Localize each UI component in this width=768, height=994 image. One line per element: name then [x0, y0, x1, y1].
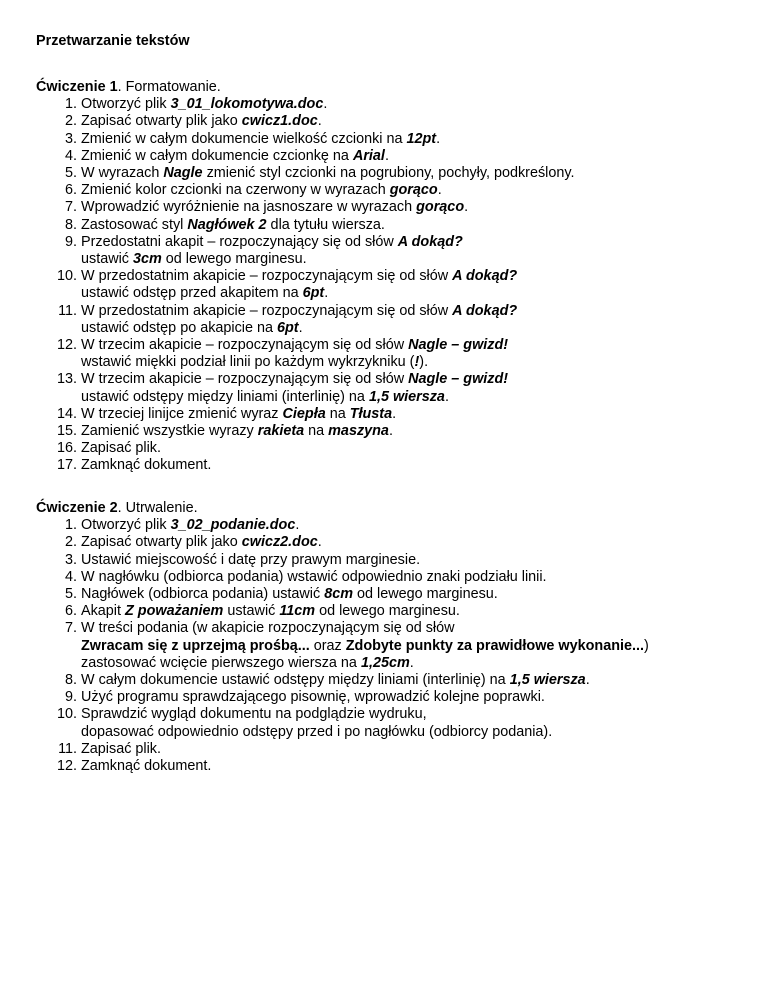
task-text [81, 148, 736, 165]
task-item [36, 620, 736, 672]
plain-text: od lewego marginesu. [315, 603, 460, 620]
task-item [36, 758, 736, 775]
task-item [36, 552, 736, 569]
exercise-heading [36, 79, 736, 96]
plain-text: ustawić [223, 603, 280, 620]
emphasis-text: A dokąd? [452, 268, 518, 285]
task-item [36, 148, 736, 165]
plain-text: ustawić [81, 251, 133, 268]
emphasis-text: 6pt [302, 285, 325, 302]
emphasis-text: 3_02_podanie.doc [170, 517, 296, 534]
emphasis-text: Nagle – gwizd! [408, 371, 509, 388]
task-item [36, 689, 736, 706]
task-number: 6. [64, 603, 77, 620]
plain-text: na [325, 405, 350, 422]
plain-text: ustawić odstęp po akapicie na [81, 319, 277, 336]
emphasis-text: Tłusta [349, 405, 393, 422]
plain-text: ustawić odstępy między liniami (interlinię) na [81, 388, 369, 405]
plain-text: . [323, 96, 328, 113]
plain-text: Przedostatni akapit – rozpoczynający się od słów [81, 233, 398, 250]
task-item [36, 569, 736, 586]
plain-text: Ustawić miejscowość i datę przy prawym marginesie. [81, 551, 421, 568]
plain-text: Wprowadzić wyróżnienie na jasnoszare w wyrazach [81, 199, 417, 216]
plain-text: . [317, 113, 322, 130]
task-number: 1. [64, 96, 77, 113]
plain-text: wstawić miękki podział linii po każdym wykrzykniku ( [81, 354, 415, 371]
task-item [36, 337, 736, 371]
emphasis-text: Nagle [163, 165, 203, 182]
task-number: 13. [56, 371, 77, 388]
task-text [81, 113, 736, 130]
task-text [81, 517, 736, 534]
task-number: 10. [56, 268, 77, 285]
task-item [36, 165, 736, 182]
plain-text: W całym dokumencie ustawić odstępy między liniami (interlinię) na [81, 672, 510, 689]
task-item [36, 96, 736, 113]
plain-text: . [464, 199, 469, 216]
plain-text: ustawić odstęp przed akapitem na [81, 285, 303, 302]
task-text [81, 552, 736, 569]
plain-text: ). [419, 354, 429, 371]
task-text [81, 406, 736, 423]
task-number: 16. [56, 440, 77, 457]
task-number: 1. [64, 517, 77, 534]
emphasis-text: Zdobyte punkty za prawidłowe wykonanie... [345, 637, 644, 654]
emphasis-text: Nagle – gwizd! [408, 337, 509, 354]
task-text [81, 672, 736, 689]
task-item [36, 423, 736, 440]
task-item [36, 534, 736, 551]
task-number: 14. [56, 405, 77, 422]
emphasis-text: 12pt [406, 130, 437, 147]
plain-text: W treści podania (w akapicie rozpoczynającym się od słów [81, 620, 455, 637]
task-number: 17. [56, 457, 77, 474]
emphasis-text: 8cm [324, 586, 353, 603]
task-item [36, 603, 736, 620]
task-text [81, 440, 736, 457]
task-item [36, 199, 736, 216]
plain-text: oraz [309, 637, 346, 654]
plain-text: Zmienić w całym dokumencie czcionkę na [81, 147, 353, 164]
emphasis-text: 1,25cm [360, 654, 410, 671]
plain-text: . [317, 534, 322, 551]
task-item [36, 706, 736, 740]
task-item [36, 234, 736, 268]
exercise-1 [36, 79, 736, 475]
plain-text: . [388, 423, 393, 440]
emphasis-text: 1,5 wiersza [368, 388, 445, 405]
task-number: 7. [64, 199, 77, 216]
task-number: 6. [64, 182, 77, 199]
emphasis-text: Ciepła [282, 405, 326, 422]
task-item [36, 517, 736, 534]
emphasis-text: Z poważaniem [125, 603, 224, 620]
emphasis-text: cwicz2.doc [241, 534, 318, 551]
task-item [36, 741, 736, 758]
plain-text: . [392, 405, 397, 422]
task-item [36, 406, 736, 423]
task-number: 2. [64, 534, 77, 551]
exercise-title: . Utrwalenie. [117, 500, 198, 516]
emphasis-text: 6pt [277, 319, 299, 336]
emphasis-text: Zwracam się z uprzejmą prośbą... [81, 637, 310, 654]
task-number: 12. [56, 758, 77, 775]
emphasis-text: ! [414, 354, 420, 371]
plain-text: Zamknąć dokument. [81, 758, 212, 775]
plain-text: Otworzyć plik [81, 96, 171, 113]
plain-text: . [444, 388, 449, 405]
task-text [81, 758, 736, 775]
task-text [81, 303, 736, 337]
plain-text: Nagłówek (odbiorca podania) ustawić [81, 586, 325, 603]
task-number: 8. [64, 672, 77, 689]
emphasis-text: 3cm [132, 251, 162, 268]
task-item [36, 457, 736, 474]
task-list [36, 96, 736, 474]
plain-text: Zamienić wszystkie wyrazy [81, 423, 258, 440]
task-number: 9. [64, 689, 77, 706]
plain-text: W trzecim akapicie – rozpoczynającym się od słów [81, 337, 409, 354]
plain-text: Zamknąć dokument. [81, 457, 212, 474]
plain-text: . [324, 285, 329, 302]
task-text [81, 603, 736, 620]
task-text [81, 337, 736, 371]
plain-text: dopasować odpowiednio odstępy przed i po nagłówku (odbiorcy podania). [81, 723, 553, 740]
task-text [81, 371, 736, 405]
task-text [81, 423, 736, 440]
exercise-2 [36, 500, 736, 775]
emphasis-text: 11cm [279, 603, 316, 620]
plain-text: . [409, 654, 414, 671]
task-number: 9. [64, 233, 77, 250]
plain-text: . [437, 182, 442, 199]
task-text [81, 268, 736, 302]
emphasis-text: Nagłówek 2 [187, 216, 267, 233]
emphasis-text: rakieta [257, 423, 305, 440]
task-item [36, 113, 736, 130]
task-number: 3. [64, 130, 77, 147]
task-text [81, 131, 736, 148]
task-text [81, 741, 736, 758]
task-item [36, 182, 736, 199]
task-number: 11. [58, 302, 77, 319]
plain-text: W wyrazach [81, 165, 164, 182]
task-number: 8. [64, 216, 77, 233]
emphasis-text: gorąco [416, 199, 465, 216]
emphasis-text: maszyna [328, 423, 389, 440]
exercise-label: Ćwiczenie 2 [36, 500, 118, 516]
plain-text: Zmienić kolor czcionki na czerwony w wyrazach [81, 182, 390, 199]
task-text [81, 620, 736, 672]
plain-text: zastosować wcięcie pierwszego wiersza na [81, 654, 361, 671]
plain-text: Akapit [81, 603, 125, 620]
emphasis-text: gorąco [389, 182, 438, 199]
task-number: 3. [64, 551, 77, 568]
task-text [81, 534, 736, 551]
plain-text: Zapisać otwarty plik jako [81, 113, 242, 130]
plain-text: Zapisać plik. [81, 740, 161, 757]
plain-text: Zastosować styl [81, 216, 188, 233]
task-number: 4. [64, 147, 77, 164]
plain-text: W przedostatnim akapicie – rozpoczynającym się od słów [81, 268, 453, 285]
plain-text: W nagłówku (odbiorca podania) wstawić odpowiednio znaki podziału linii. [81, 568, 547, 585]
plain-text: . [298, 319, 303, 336]
emphasis-text: Arial [352, 147, 385, 164]
task-number: 15. [56, 423, 77, 440]
task-text [81, 586, 736, 603]
plain-text: W przedostatnim akapicie – rozpoczynającym się od słów [81, 302, 453, 319]
task-item [36, 672, 736, 689]
plain-text: Zmienić w całym dokumencie wielkość czcionki na [81, 130, 407, 147]
exercise-label: Ćwiczenie 1 [36, 79, 118, 95]
task-number: 5. [64, 165, 77, 182]
task-item [36, 440, 736, 457]
task-item [36, 371, 736, 405]
exercise-title: . Formatowanie. [117, 79, 221, 95]
task-number: 5. [64, 586, 77, 603]
plain-text: Sprawdzić wygląd dokumentu na podglądzie wydruku, [81, 706, 427, 723]
page-title: Przetwarzanie tekstów [36, 33, 190, 49]
task-item [36, 586, 736, 603]
task-number: 2. [64, 113, 77, 130]
plain-text: . [585, 672, 590, 689]
plain-text: W trzecim akapicie – rozpoczynającym się od słów [81, 371, 409, 388]
task-text [81, 689, 736, 706]
plain-text: . [384, 147, 389, 164]
task-number: 10. [56, 706, 77, 723]
emphasis-text: cwicz1.doc [241, 113, 318, 130]
task-text [81, 706, 736, 740]
task-number: 11. [58, 740, 77, 757]
plain-text: . [295, 517, 300, 534]
emphasis-text: 1,5 wiersza [509, 672, 586, 689]
plain-text: na [304, 423, 329, 440]
task-text [81, 457, 736, 474]
task-text [81, 165, 736, 182]
task-list [36, 517, 736, 775]
task-text [81, 217, 736, 234]
task-item [36, 303, 736, 337]
plain-text: zmienić styl czcionki na pogrubiony, pochyły, podkreślony. [202, 165, 575, 182]
plain-text: ) [644, 637, 649, 654]
emphasis-text: 3_01_lokomotywa.doc [170, 96, 324, 113]
task-item [36, 268, 736, 302]
task-text [81, 234, 736, 268]
plain-text: Użyć programu sprawdzającego pisownię, wprowadzić kolejne poprawki. [81, 689, 545, 706]
emphasis-text: A dokąd? [452, 302, 518, 319]
emphasis-text: A dokąd? [397, 233, 463, 250]
plain-text: od lewego marginesu. [161, 251, 307, 268]
exercise-heading [36, 500, 736, 517]
task-number: 7. [64, 620, 77, 637]
task-number: 4. [64, 568, 77, 585]
plain-text: W trzeciej linijce zmienić wyraz [81, 405, 283, 422]
plain-text: Otworzyć plik [81, 517, 171, 534]
task-number: 12. [56, 337, 77, 354]
task-item [36, 217, 736, 234]
plain-text: Zapisać plik. [81, 440, 161, 457]
plain-text: dla tytułu wiersza. [266, 216, 385, 233]
task-text [81, 569, 736, 586]
task-item [36, 131, 736, 148]
task-text [81, 96, 736, 113]
plain-text: od lewego marginesu. [353, 586, 498, 603]
plain-text: . [436, 130, 441, 147]
plain-text: Zapisać otwarty plik jako [81, 534, 242, 551]
task-text [81, 199, 736, 216]
task-text [81, 182, 736, 199]
